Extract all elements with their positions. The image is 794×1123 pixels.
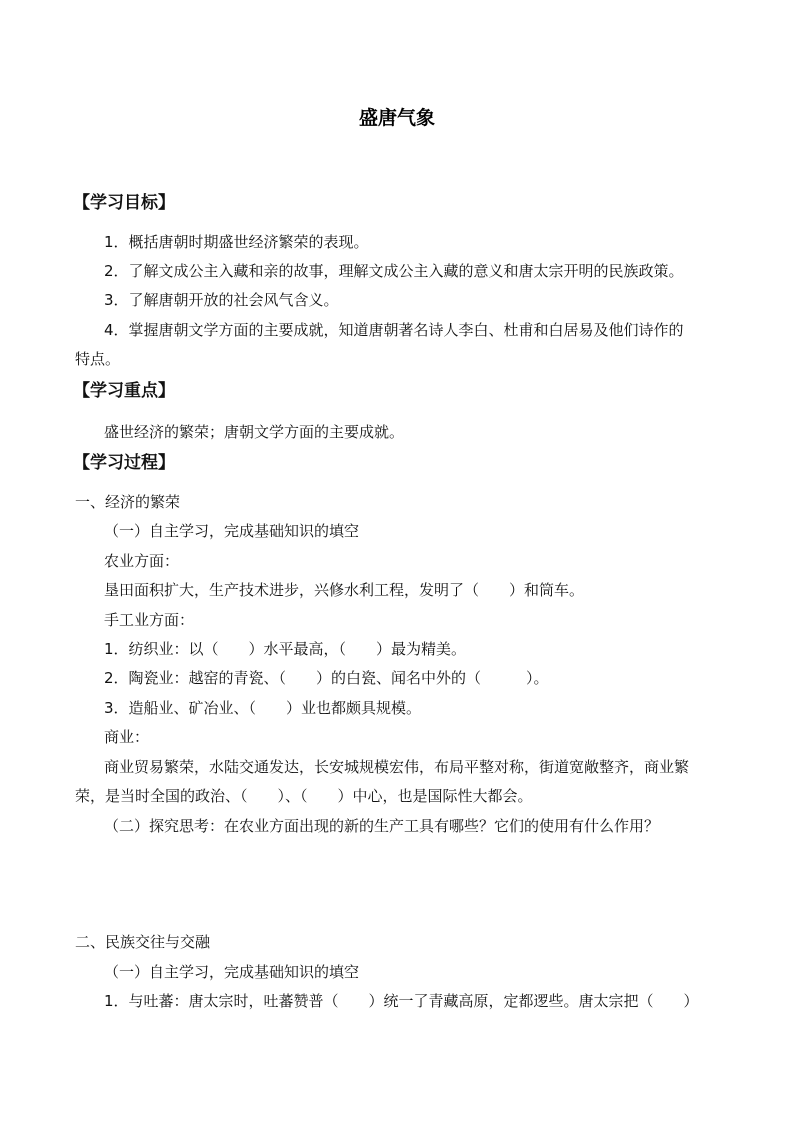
tubo-item: 1．与吐蕃：唐太宗时，吐蕃赞普（ ）统一了青藏高原，定都逻些。唐太宗把（ ） xyxy=(104,992,699,1010)
process-heading: 【学习过程】 xyxy=(73,453,175,473)
agriculture-label: 农业方面： xyxy=(104,552,180,570)
commerce-text-continuation: 荣，是当时全国的政治、（ ）、（ ）中心，也是国际性大都会。 xyxy=(75,787,533,805)
handicraft-item: 1．纺织业：以（ ）水平最高，（ ）最为精美。 xyxy=(104,640,467,658)
objective-item: 4．掌握唐朝文学方面的主要成就，知道唐朝著名诗人李白、杜甫和白居易及他们诗作的 xyxy=(104,321,684,339)
commerce-text: 商业贸易繁荣，水陆交通发达，长安城规模宏伟，布局平整对称，街道宽敞整齐，商业繁 xyxy=(104,758,690,776)
handicraft-item: 3．造船业、矿冶业、（ ）业也都颇具规模。 xyxy=(104,699,422,717)
handicraft-label: 手工业方面： xyxy=(104,611,195,629)
keypoints-heading: 【学习重点】 xyxy=(73,381,175,401)
subsection-explore: （二）探究思考：在农业方面出现的新的生产工具有哪些？它们的使用有什么作用？ xyxy=(104,817,660,835)
objective-item-continuation: 特点。 xyxy=(75,350,121,368)
objective-item: 2．了解文成公主入藏和亲的故事，理解文成公主入藏的意义和唐太宗开明的民族政策。 xyxy=(104,262,684,280)
agriculture-text: 垦田面积扩大，生产技术进步，兴修水利工程，发明了（ ）和筒车。 xyxy=(104,581,585,599)
subsection-self-study: （一）自主学习，完成基础知识的填空 xyxy=(104,522,360,540)
objectives-heading: 【学习目标】 xyxy=(73,193,175,213)
subsection-self-study-2: （一）自主学习，完成基础知识的填空 xyxy=(104,963,360,981)
section-title-ethnic-relations: 二、民族交往与交融 xyxy=(75,933,211,951)
section-title-economy: 一、经济的繁荣 xyxy=(75,493,181,511)
page-title: 盛唐气象 xyxy=(358,107,435,129)
commerce-label: 商业： xyxy=(104,728,150,746)
objective-item: 3．了解唐朝开放的社会风气含义。 xyxy=(104,291,339,309)
objective-item: 1．概括唐朝时期盛世经济繁荣的表现。 xyxy=(104,233,369,251)
keypoints-text: 盛世经济的繁荣；唐朝文学方面的主要成就。 xyxy=(104,423,405,441)
handicraft-item: 2．陶瓷业：越窑的青瓷、（ ）的白瓷、闻名中外的（ ）。 xyxy=(104,669,549,687)
